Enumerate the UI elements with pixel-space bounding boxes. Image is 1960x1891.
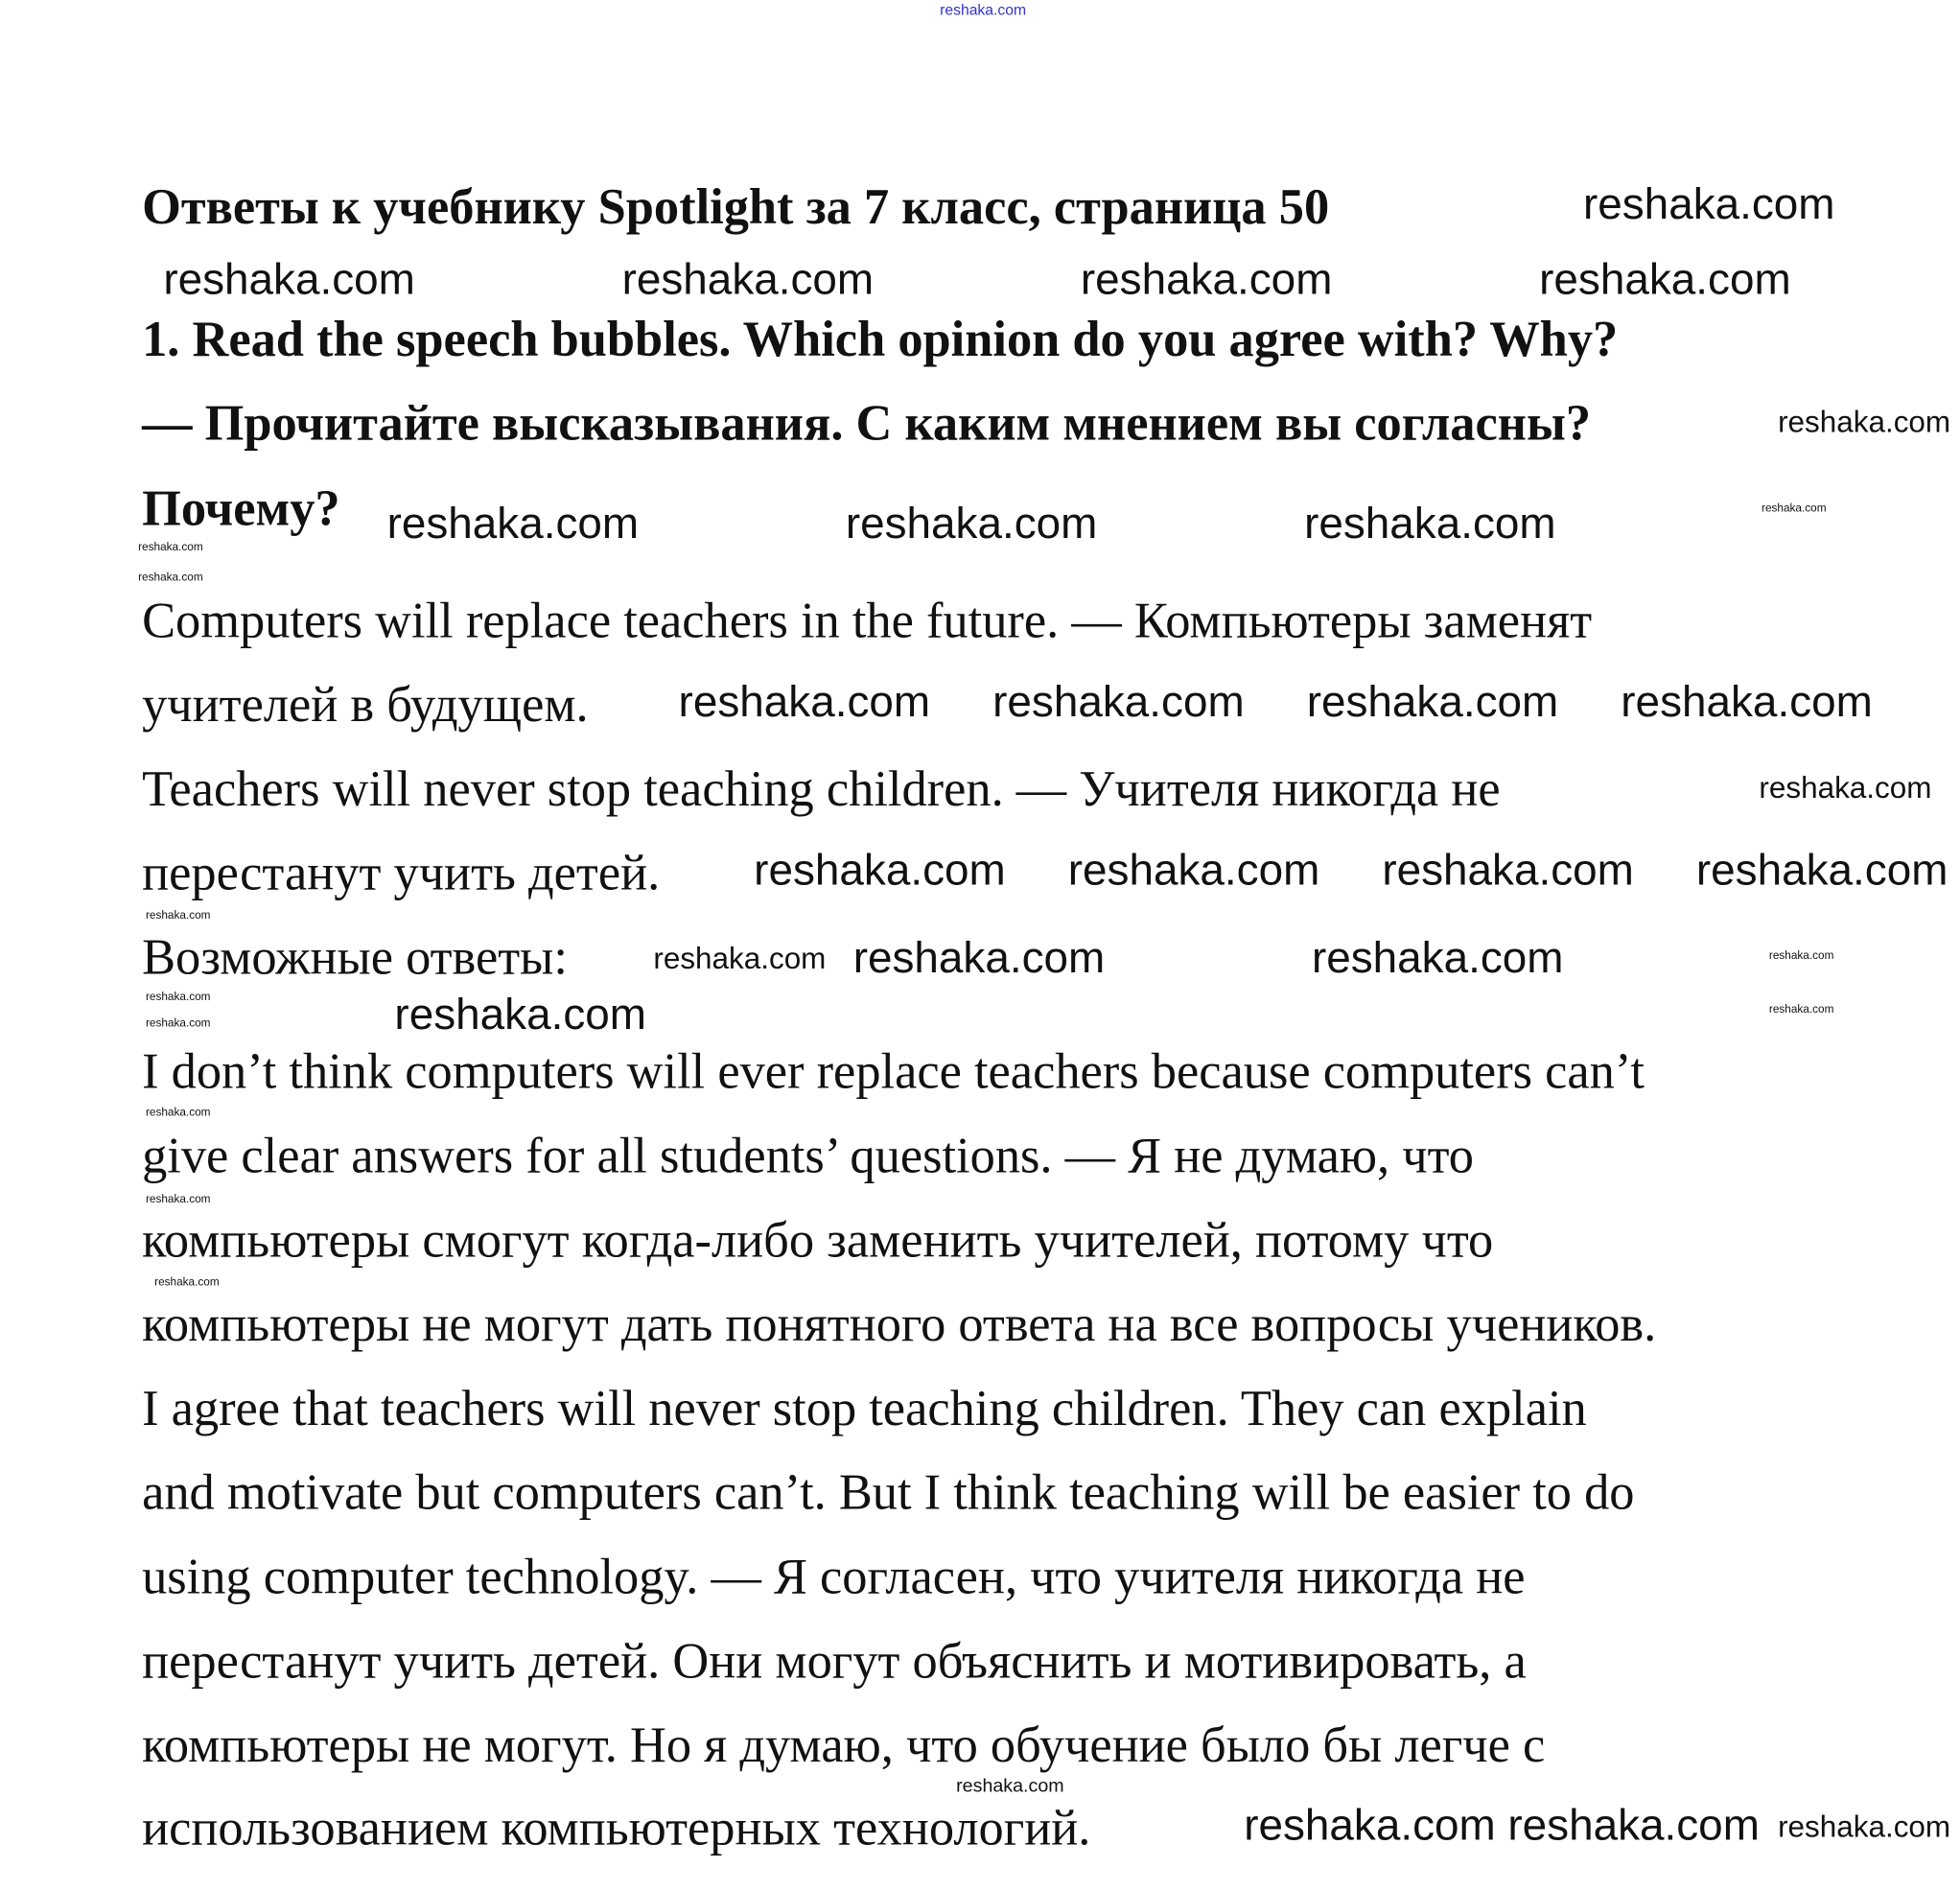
page-title: Ответы к учебнику Spotlight за 7 класс, страница 50 [142,178,1330,236]
watermark: reshaka.com [1244,1800,1496,1850]
text-line: using computer technology. — Я согласен, что учителя никогда не [142,1548,1526,1605]
text-line: Teachers will never stop teaching children. — Учителя никогда не [142,759,1501,817]
watermark: reshaka.com [678,677,931,727]
watermark: reshaka.com [1768,1002,1834,1016]
text-line: I agree that teachers will never stop teaching children. They can explain [142,1379,1587,1436]
text-line: перестанут учить детей. [142,844,661,901]
watermark: reshaka.com [1778,406,1951,440]
text-line: компьютеры не могут дать понятного ответа на все вопросы учеников. [142,1295,1657,1352]
watermark: reshaka.com [145,990,211,1003]
watermark: reshaka.com [145,1192,211,1205]
watermark: reshaka.com [145,908,211,922]
watermark: reshaka.com [1382,845,1634,895]
text-line: Возможные ответы: [142,928,568,986]
watermark: reshaka.com [138,540,203,553]
watermark: reshaka.com [163,254,415,305]
site-link[interactable]: reshaka.com [940,1,1027,19]
task-line: Почему? [142,479,340,537]
watermark: reshaka.com [852,933,1106,983]
watermark: reshaka.com [1311,933,1564,983]
text-line: использованием компьютерных технологий. [142,1799,1091,1856]
watermark: reshaka.com [386,499,640,549]
watermark: reshaka.com [1759,771,1932,805]
watermark: reshaka.com [1304,499,1556,549]
watermark: reshaka.com [1695,845,1948,895]
text-line: учителей в будущем. [142,675,589,733]
text-line: give clear answers for all students’ questions. — Я не думаю, что [142,1127,1475,1184]
watermark: reshaka.com [145,1106,211,1119]
watermark: reshaka.com [845,499,1098,549]
watermark: reshaka.com [1582,179,1835,229]
watermark: reshaka.com [138,570,203,583]
watermark: reshaka.com [992,677,1245,727]
task-line: 1. Read the speech bubbles. Which opinion do you agree with? Why? [142,310,1619,367]
watermark: reshaka.com [1507,1800,1760,1850]
text-line: Computers will replace teachers in the future. — Компьютеры заменят [142,592,1593,649]
text-line: компьютеры не могут. Но я думаю, что обучение было бы легче с [142,1716,1546,1773]
task-line: — Прочитайте высказывания. С каким мнением вы согласны? [142,394,1592,452]
watermark: reshaka.com [1067,845,1320,895]
watermark: reshaka.com [1539,254,1791,305]
watermark: reshaka.com [653,942,827,977]
text-line: перестанут учить детей. Они могут объяснить и мотивировать, а [142,1632,1527,1690]
watermark: reshaka.com [1768,948,1834,962]
text-line: I don’t think computers will ever replace teachers because computers can’t [142,1042,1645,1100]
watermark: reshaka.com [1306,677,1559,727]
text-line: and motivate but computers can’t. But I think teaching will be easier to do [142,1463,1635,1521]
watermark: reshaka.com [394,990,646,1039]
watermark: reshaka.com [956,1775,1064,1797]
text-line: компьютеры смогут когда-либо заменить учителей, потому что [142,1211,1494,1269]
watermark: reshaka.com [154,1274,220,1289]
watermark: reshaka.com [754,845,1006,895]
watermark: reshaka.com [1762,501,1827,514]
watermark: reshaka.com [621,254,875,305]
watermark: reshaka.com [1080,254,1333,305]
watermark: reshaka.com [145,1016,211,1030]
watermark: reshaka.com [1621,677,1873,727]
watermark: reshaka.com [1778,1810,1951,1845]
